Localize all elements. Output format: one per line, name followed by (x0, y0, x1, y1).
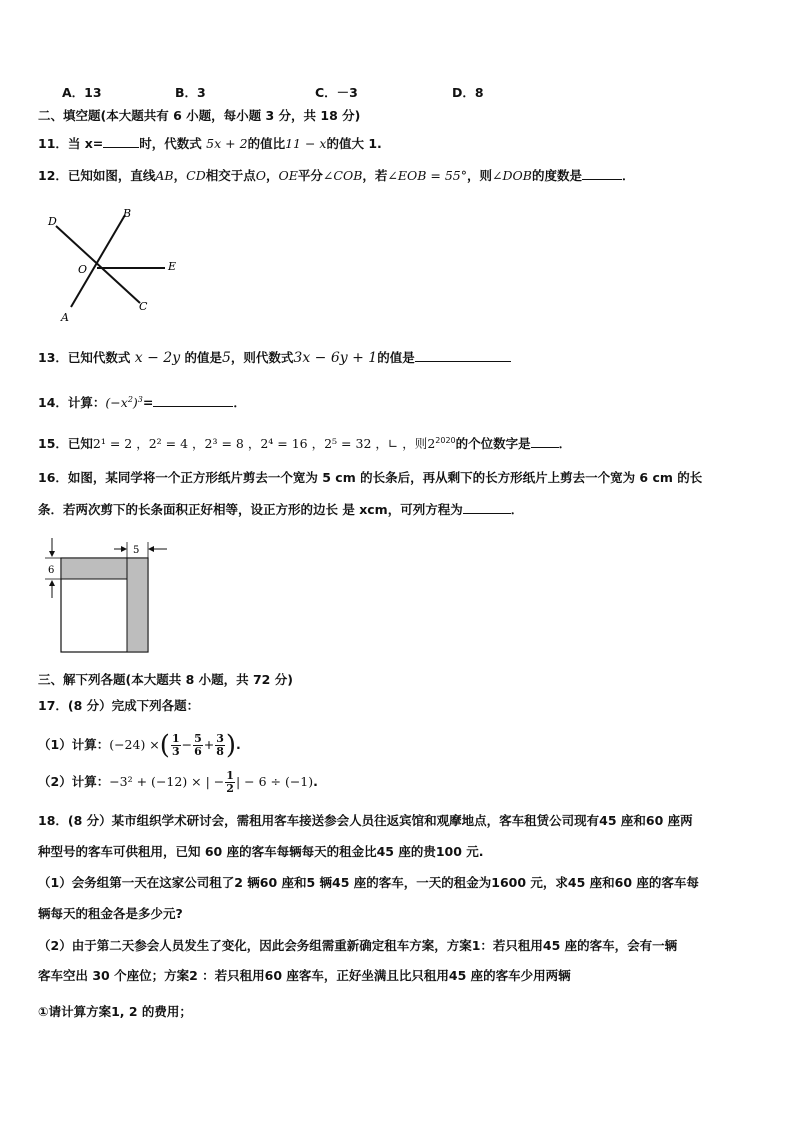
section-3-heading: 三、解下列各题(本大题共 8 小题，共 72 分) (38, 672, 293, 687)
figure-intersecting-lines (40, 203, 200, 328)
question-18-line-1: 18．(8 分）某市组织学术研讨会，需租用客车接送参会人员往返宾馆和观摩地点，客车租赁公司现有45 座和60 座两 (38, 813, 693, 828)
question-18-line-7: ①请计算方案1, 2 的费用； (38, 1004, 192, 1019)
label-5: 5 (133, 545, 140, 556)
figure-square-strips (40, 534, 180, 656)
fraction-one-third: $\frac{1}{3}$ (171, 732, 180, 758)
question-17-part-1: （1）计算：(−24) ×( $\frac{1}{3}$ − $\frac{5}{6}$ + $\frac{3}{8}$ ). (38, 730, 241, 761)
question-11: 11．当 x= 时，代数式 5x + 2的值比11 − x的值大 1. (38, 136, 382, 151)
label-6: 6 (48, 565, 55, 576)
question-13: 13．已知代数式 x − 2y 的值是5，则代数式3x − 6y + 1的值是 (38, 348, 511, 367)
question-16-line-1: 16．如图，某同学将一个正方形纸片剪去一个宽为 5 cm 的长条后，再从剩下的长方形纸片上剪去一个宽为 6 cm 的长 (38, 470, 703, 485)
question-17-part-2: （2）计算：−3² + (−12) × | − $\frac{1}{2}$ | − 6 ÷ (−1). (38, 769, 318, 795)
answer-blank (463, 500, 511, 514)
label-d: D (48, 215, 57, 228)
question-14: 14．计算：$(-x^2)^3=$ ． (38, 395, 246, 411)
question-17-title: 17．(8 分）完成下列各题： (38, 698, 200, 713)
option-a: A．13 (62, 85, 102, 100)
question-18-line-5: （2）由于第二天参会人员发生了变化，因此会务组需重新确定租车方案，方案1：若只租用45 座的客车，会有一辆 (38, 938, 678, 953)
fraction-one-half: $\frac{1}{2}$ (226, 769, 234, 795)
label-c: C (139, 300, 148, 313)
fraction-five-sixths: $\frac{5}{6}$ (194, 732, 202, 758)
answer-blank (531, 434, 559, 448)
fraction-three-eighths: $\frac{3}{8}$ (216, 732, 224, 758)
question-18-line-6: 客车空出 30 个座位；方案2 ：若只租用60 座客车，正好坐满且比只租用45 座的客车少用两辆 (38, 968, 571, 983)
option-c: C．－3 (315, 85, 358, 100)
answer-blank (415, 348, 511, 362)
line-ab (71, 215, 125, 307)
question-12: 12．已知如图，直线AB，CD相交于点O，OE平分∠COB，若∠EOB = 55°，则∠DOB的度数是 ． (38, 168, 635, 183)
question-16-line-2: 条．若两次剪下的长条面积正好相等，设正方形的边长 是 xcm，可列方程为 ． (38, 502, 524, 517)
option-d: D．8 (452, 85, 484, 100)
answer-blank (103, 134, 139, 148)
answer-blank (582, 166, 622, 180)
answer-blank (153, 393, 233, 407)
label-o: O (78, 263, 88, 276)
label-a: A (61, 311, 69, 324)
question-18-line-3: （1）会务组第一天在这家公司租了2 辆60 座和5 辆45 座的客车，一天的租金为1600 元，求45 座和60 座的客车每 (38, 875, 699, 890)
question-18-line-4: 辆每天的租金各是多少元? (38, 906, 183, 921)
section-2-heading: 二、填空题(本大题共有 6 小题，每小题 3 分，共 18 分) (38, 108, 361, 123)
label-e: E (168, 260, 177, 273)
question-18-line-2: 种型号的客车可供租用，已知 60 座的客车每辆每天的租金比45 座的贵100 元. (38, 844, 484, 859)
label-b: B (123, 207, 132, 220)
strip-width-5 (127, 558, 148, 652)
line-cd (56, 226, 140, 303)
option-b: B．3 (175, 85, 206, 100)
strip-width-6 (61, 558, 127, 579)
question-15: 15．已知2¹ = 2 ，2² = 4 ，2³ = 8 ，2⁴ = 16 ，2⁵ = 32 ，∟ ，则$2^{2020}$的个位数字是 ． (38, 436, 572, 452)
